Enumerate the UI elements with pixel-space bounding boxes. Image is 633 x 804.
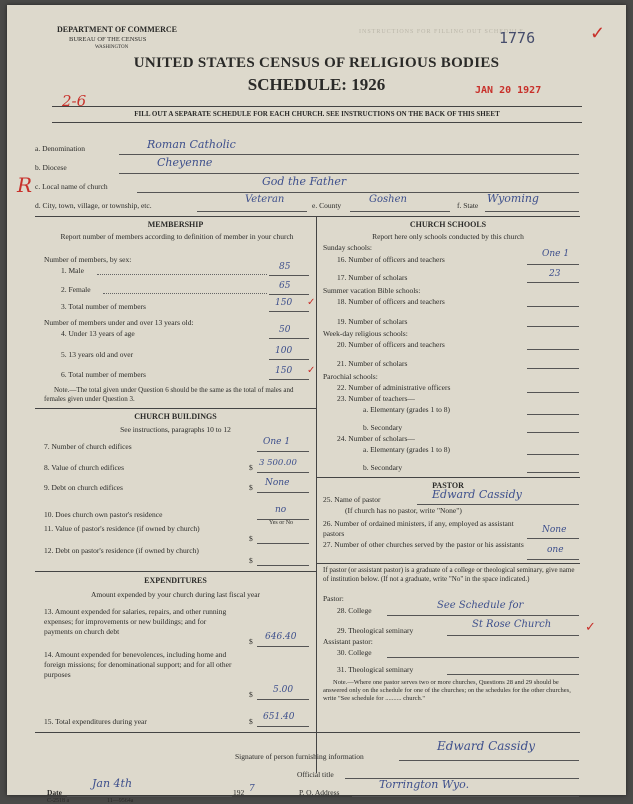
pastor-heading: PASTOR [432,481,464,490]
city-label: WASHINGTON [95,45,129,50]
city-town-value: Veteran [245,194,285,205]
q28-value: See Schedule for [437,600,524,611]
form-title: UNITED STATES CENSUS OF RELIGIOUS BODIES [133,55,500,71]
q15-label: 15. Total expenditures during year [44,717,147,726]
expenditures-sub: Amount expended by your church during last fiscal year [90,590,261,599]
schedule-title: SCHEDULE: 1926 [247,75,386,94]
schools-heading: CHURCH SCHOOLS [409,220,487,229]
check-mark-icon: ✓ [590,23,606,43]
ref-code: 2-6 [62,92,87,110]
state-label: f. State [457,201,479,210]
diocese-label: b. Diocese [35,163,67,172]
q13-value: 646.40 [265,632,297,642]
bleedthrough-instructions: INSTRUCTIONS FOR FILLING OUT SCHEDULE [359,29,524,35]
q31-label: 31. Theological seminary [337,665,414,674]
summer-schools-label: Summer vacation Bible schools: [323,286,421,295]
members-by-sex-label: Number of members, by sex: [44,255,132,264]
q13-label: 13. Amount expended for salaries, repairs, and other running expenses; for improvements or new buildings; and for payments on church debt [44,607,227,636]
q2-value: 65 [279,281,291,291]
q23b-label: b. Secondary [363,423,403,432]
q14-dollar: $ [249,690,253,699]
census-schedule-sheet [7,5,626,804]
q19-label: 19. Number of scholars [337,317,408,326]
q2-label: 2. Female [61,285,91,294]
pastor-subhead: Pastor: [323,594,344,603]
q16-label: 16. Number of officers and teachers [337,255,445,264]
margin-mark: R [17,173,33,197]
q14-label: 14. Amount expended for benevolences, including home and foreign missions; for denominational support; and for all other purposes [44,650,232,679]
q25-value: Edward Cassidy [432,488,522,501]
q6-value: 150 [275,366,293,376]
po-address-label: P. O. Address [299,788,340,797]
church-name-value: God the Father [262,175,347,188]
q4-value: 50 [279,325,291,335]
expenditures-heading: EXPENDITURES [144,576,207,585]
q10-value: no [275,505,287,515]
q9-value: None [265,478,290,488]
q25-note: (If church has no pastor, write "None") [345,506,462,515]
q9-label: 9. Debt on church edifices [44,483,123,492]
buildings-heading: CHURCH BUILDINGS [134,412,217,421]
q25-label: 25. Name of pastor [323,495,381,504]
q1-label: 1. Male [61,266,84,275]
q14-value: 5.00 [273,685,294,695]
q3-check-icon: ✓ [307,297,316,308]
q29-label: 29. Theological seminary [337,626,414,635]
department-label: DEPARTMENT OF COMMERCE [57,25,178,34]
q4-label: 4. Under 13 years of age [61,329,135,338]
po-address-value: Torrington Wyo. [379,778,470,791]
q20-label: 20. Number of officers and teachers [337,340,445,349]
year-prefix: 192 [233,788,245,797]
instruction-bar: FILL OUT A SEPARATE SCHEDULE FOR EACH CHURCH. SEE INSTRUCTIONS ON THE BACK OF THIS SHEET [134,110,500,118]
city-town-label: d. City, town, village, or township, etc. [35,201,152,210]
q27-label: 27. Number of other churches served by the pastor or his assistants [323,540,524,549]
parochial-schools-label: Parochial schools: [323,372,378,381]
q12-label: 12. Debt on pastor's residence (if owned by church) [44,546,199,555]
county-label: e. County [312,201,342,210]
received-date-stamp: JAN 20 1927 [475,85,542,96]
q5-value: 100 [275,346,293,356]
q18-label: 18. Number of officers and teachers [337,297,445,306]
q29-value: St Rose Church [472,619,552,630]
year-digit: 7 [249,784,255,794]
q6-label: 6. Total number of members [61,370,146,379]
signature-value: Edward Cassidy [437,739,536,753]
serial-number: 1776 [499,29,536,47]
bureau-label: BUREAU OF THE CENSUS [69,36,147,43]
buildings-sub: See instructions, paragraphs 10 to 12 [120,425,231,434]
q10-note: Yes or No [269,520,294,526]
q3-label: 3. Total number of members [61,302,146,311]
q27-value: one [547,545,564,555]
q9-dollar: $ [249,483,253,492]
q1-value: 85 [279,262,291,272]
q8-label: 8. Value of church edifices [44,463,125,472]
q29-check-icon: ✓ [585,619,596,634]
age-intro-label: Number of members under and over 13 years old: [44,318,194,327]
q8-value: 3 500.00 [259,458,297,468]
assistant-subhead: Assistant pastor: [323,637,373,646]
q24-label: 24. Number of scholars— [337,434,415,443]
q17-label: 17. Number of scholars [337,273,408,282]
print-number: 11—9564a [107,798,134,804]
q24a-label: a. Elementary (grades 1 to 8) [363,445,451,454]
q11-label: 11. Value of pastor's residence (if owned by church) [44,524,200,533]
county-value: Goshen [369,194,407,205]
membership-heading: MEMBERSHIP [147,220,204,229]
q17-value: 23 [549,269,561,279]
state-value: Wyoming [487,192,539,205]
q24b-label: b. Secondary [363,463,403,472]
q12-dollar: $ [249,556,253,565]
diocese-value: Cheyenne [157,156,213,169]
q7-value: One 1 [263,437,291,447]
q30-label: 30. College [337,648,372,657]
form-number: C-2518 a [47,798,70,804]
church-name-label: c. Local name of church [35,182,108,191]
q21-label: 21. Number of scholars [337,359,408,368]
q23a-label: a. Elementary (grades 1 to 8) [363,405,451,414]
q3-value: 150 [275,298,293,308]
schools-sub: Report here only schools conducted by this church [372,232,524,241]
denomination-label: a. Denomination [35,144,85,153]
date-value: Jan 4th [92,777,133,790]
pastor-note: Note.—Where one pastor serves two or more churches, Questions 28 and 29 should be answered only on the schedule for one of the churches; on the schedules for the other churches, write "See schedule for .......... church." [323,679,571,702]
q5-label: 5. 13 years old and over [61,350,134,359]
official-title-label: Official title [297,770,334,779]
membership-note: Note.—The total given under Question 6 should be the same as the total of males and females given under Question 3. [44,386,294,403]
q28-label: 28. College [337,606,372,615]
q26-label: 26. Number of ordained ministers, if any, employed as assistant pastors [323,519,514,538]
weekday-schools-label: Week-day religious schools: [323,329,408,338]
q7-label: 7. Number of church edifices [44,442,132,451]
q13-dollar: $ [249,637,253,646]
denomination-value: Roman Catholic [147,138,236,151]
q16-value: One 1 [542,249,570,259]
membership-intro: Report number of members according to definition of member in your church [60,232,294,241]
q23-label: 23. Number of teachers— [337,394,415,403]
q8-dollar: $ [249,463,253,472]
q22-label: 22. Number of administrative officers [337,383,451,392]
college-note: If pastor (or assistant pastor) is a graduate of a college or theological seminary, give name of institution below. (If not a graduate, write "No" in the space indicated.) [323,566,575,583]
sunday-schools-label: Sunday schools: [323,243,372,252]
date-label: Date [47,788,62,797]
q10-label: 10. Does church own pastor's residence [44,510,163,519]
q26-value: None [542,525,567,535]
q6-check-icon: ✓ [307,365,316,376]
q15-dollar: $ [249,717,253,726]
q11-dollar: $ [249,534,253,543]
q15-value: 651.40 [263,712,295,722]
signature-label: Signature of person furnishing information [235,752,364,761]
